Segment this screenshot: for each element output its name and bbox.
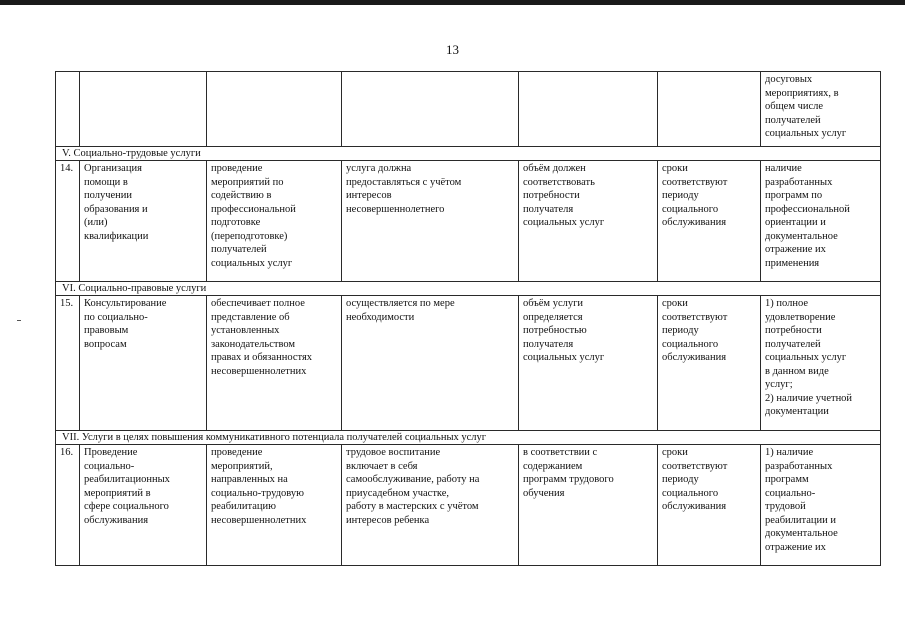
cell-service-description: обеспечивает полное представление об установленных законодательством правах и обязанностях несовершеннолетних [207, 296, 342, 431]
table-row [56, 296, 881, 431]
cell-terms: сроки соответствуют периоду социального обслуживания [658, 445, 761, 566]
cell-num: 14. [56, 161, 80, 282]
cell-service-description: проведение мероприятий, направленных на социально-трудовую реабилитацию несовершеннолетних [207, 445, 342, 566]
section-title: VII. Услуги в целях повышения коммуникативного потенциала получателей социальных услуг [56, 431, 881, 445]
cell-service-name [80, 72, 207, 147]
cell-conditions: осуществляется по мере необходимости [342, 296, 519, 431]
cell-volume: в соответствии с содержанием программ трудового обучения [519, 445, 658, 566]
section-header-row [56, 282, 881, 296]
cell-service-description: проведение мероприятий по содействию в профессиональной подготовке (переподготовке) получателей социальных услуг [207, 161, 342, 282]
cell-terms [658, 72, 761, 147]
services-table [55, 71, 881, 566]
cell-quality-indicators: 1) наличие разработанных программ социально- трудовой реабилитации и документальное отражение их [761, 445, 881, 566]
cell-quality-indicators: 1) полное удовлетворение потребности получателей социальных услуг в данном виде услуг; 2) наличие учетной документации [761, 296, 881, 431]
section-header-row [56, 431, 881, 445]
cell-terms: сроки соответствуют периоду социального обслуживания [658, 161, 761, 282]
section-header-row [56, 147, 881, 161]
cell-service-name: Проведение социально- реабилитационных мероприятий в сфере социального обслуживания [80, 445, 207, 566]
cell-volume: объём должен соответствовать потребности получателя социальных услуг [519, 161, 658, 282]
cell-conditions: трудовое воспитание включает в себя самообслуживание, работу на приусадебном участке, работу в мастерских с учётом интересов ребенка [342, 445, 519, 566]
cell-quality-indicators: досуговых мероприятиях, в общем числе получателей социальных услуг [761, 72, 881, 147]
cell-service-description [207, 72, 342, 147]
cell-num: 16. [56, 445, 80, 566]
cell-service-name: Организация помощи в получении образования и (или) квалификации [80, 161, 207, 282]
cell-conditions: услуга должна предоставляться с учётом интересов несовершеннолетнего [342, 161, 519, 282]
cell-conditions [342, 72, 519, 147]
section-title: VI. Социально-правовые услуги [56, 282, 881, 296]
table-row [56, 445, 881, 566]
table-row [56, 161, 881, 282]
scan-margin-mark [17, 320, 21, 321]
page-number: 13 [446, 42, 459, 57]
scan-top-edge [0, 0, 905, 5]
cell-quality-indicators: наличие разработанных программ по профессиональной ориентации и документальное отражение их применения [761, 161, 881, 282]
section-title: V. Социально-трудовые услуги [56, 147, 881, 161]
cell-terms: сроки соответствуют периоду социального обслуживания [658, 296, 761, 431]
cell-service-name: Консультирование по социально- правовым вопросам [80, 296, 207, 431]
cell-volume [519, 72, 658, 147]
cell-volume: объём услуги определяется потребностью получателя социальных услуг [519, 296, 658, 431]
continuation-row [56, 72, 881, 147]
cell-num: 15. [56, 296, 80, 431]
cell-num [56, 72, 80, 147]
